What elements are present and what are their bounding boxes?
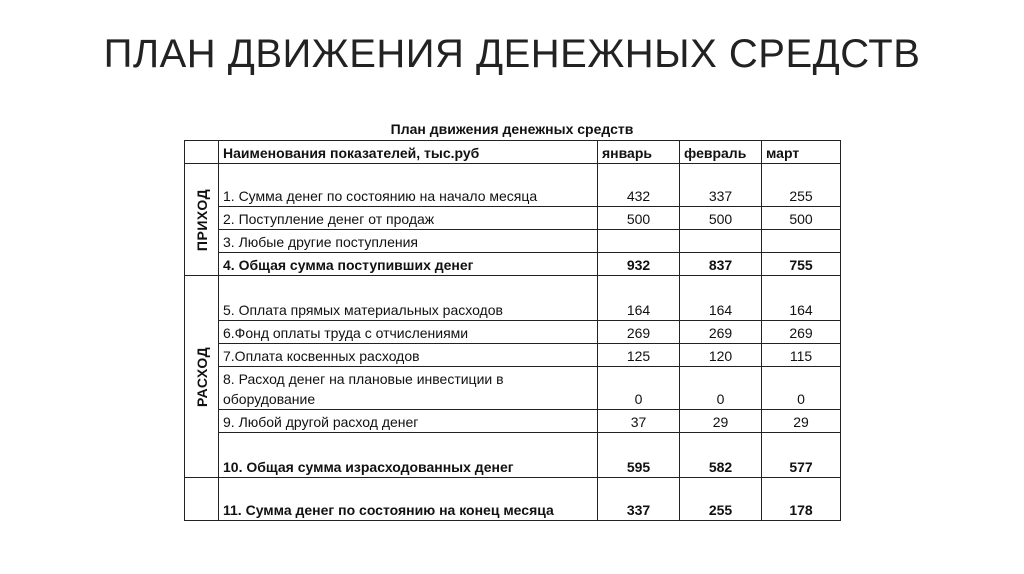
row-value-march: 164 <box>762 276 841 321</box>
row-value-march: 115 <box>762 344 841 367</box>
header-month-march: март <box>762 141 841 164</box>
row-label: 8. Расход денег на плановые инвестиции в оборудование <box>219 367 598 410</box>
section-income-cell <box>185 164 219 276</box>
section-expense-label: РАСХОД <box>193 346 210 407</box>
section-empty-cell <box>185 478 219 521</box>
table-row-total <box>185 253 841 276</box>
table-row <box>185 276 841 321</box>
row-value-february: 164 <box>680 276 762 321</box>
row-value-january: 595 <box>598 433 680 478</box>
row-value-january: 432 <box>598 164 680 207</box>
row-label: 6.Фонд оплаты труда с отчислениями <box>219 321 598 344</box>
row-value-january <box>598 230 680 253</box>
row-value-january: 337 <box>598 478 680 521</box>
row-label: 7.Оплата косвенных расходов <box>219 344 598 367</box>
row-value-march: 755 <box>762 253 841 276</box>
row-value-february: 269 <box>680 321 762 344</box>
table-row <box>185 367 841 410</box>
row-value-march: 178 <box>762 478 841 521</box>
header-month-january: январь <box>598 141 680 164</box>
table-row <box>185 321 841 344</box>
table-row <box>185 344 841 367</box>
table-row <box>185 164 841 207</box>
row-value-february: 255 <box>680 478 762 521</box>
row-value-march: 29 <box>762 410 841 433</box>
row-value-march: 269 <box>762 321 841 344</box>
row-value-march: 255 <box>762 164 841 207</box>
row-label: 5. Оплата прямых материальных расходов <box>219 276 598 321</box>
row-label: 2. Поступление денег от продаж <box>219 207 598 230</box>
row-value-february: 120 <box>680 344 762 367</box>
table-header-row <box>185 141 841 164</box>
row-value-march <box>762 230 841 253</box>
row-value-january: 500 <box>598 207 680 230</box>
row-label: 10. Общая сумма израсходованных денег <box>219 433 598 478</box>
row-value-january: 0 <box>598 367 680 410</box>
table-row <box>185 230 841 253</box>
table-row <box>185 207 841 230</box>
header-corner-cell <box>185 141 219 164</box>
slide-title: ПЛАН ДВИЖЕНИЯ ДЕНЕЖНЫХ СРЕДСТВ <box>103 32 921 76</box>
row-value-february <box>680 230 762 253</box>
header-indicator: Наименования показателей, тыс.руб <box>219 141 598 164</box>
section-income-label: ПРИХОД <box>193 188 210 251</box>
row-value-march: 500 <box>762 207 841 230</box>
cash-flow-table <box>184 140 841 521</box>
header-month-february: февраль <box>680 141 762 164</box>
row-value-january: 37 <box>598 410 680 433</box>
section-expense-cell <box>185 276 219 478</box>
row-label: 9. Любой другой расход денег <box>219 410 598 433</box>
table-row-total <box>185 478 841 521</box>
row-label: 4. Общая сумма поступивших денег <box>219 253 598 276</box>
row-value-february: 0 <box>680 367 762 410</box>
row-value-january: 125 <box>598 344 680 367</box>
row-label: 1. Сумма денег по состоянию на начало месяца <box>219 164 598 207</box>
row-value-march: 0 <box>762 367 841 410</box>
row-value-february: 500 <box>680 207 762 230</box>
row-value-march: 577 <box>762 433 841 478</box>
table-row <box>185 410 841 433</box>
table-caption: План движения денежных средств <box>390 121 634 137</box>
row-value-january: 932 <box>598 253 680 276</box>
row-value-february: 582 <box>680 433 762 478</box>
row-value-january: 164 <box>598 276 680 321</box>
row-value-february: 837 <box>680 253 762 276</box>
table-row-total <box>185 433 841 478</box>
row-label: 3. Любые другие поступления <box>219 230 598 253</box>
row-value-february: 29 <box>680 410 762 433</box>
row-value-january: 269 <box>598 321 680 344</box>
row-label: 11. Сумма денег по состоянию на конец месяца <box>219 478 598 521</box>
row-value-february: 337 <box>680 164 762 207</box>
